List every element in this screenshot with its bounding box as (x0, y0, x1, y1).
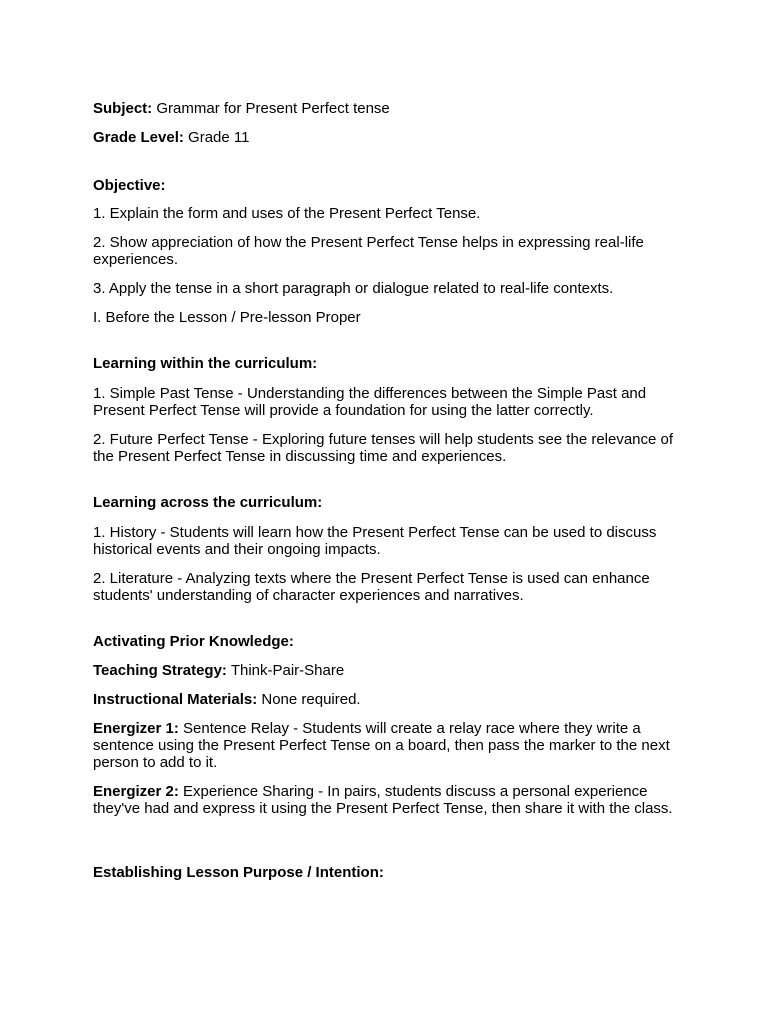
subject-label: Subject: (93, 100, 153, 117)
objective-heading: Objective: (93, 177, 166, 194)
grade-line (93, 129, 683, 146)
objective-item: 1. Explain the form and uses of the Present Perfect Tense. (93, 205, 481, 222)
energizer-1 (93, 720, 683, 771)
subject-value: Grammar for Present Perfect tense (156, 100, 390, 117)
grade-label: Grade Level: (93, 129, 184, 146)
lesson-purpose-heading: Establishing Lesson Purpose / Intention: (93, 864, 384, 881)
across-item: 1. History - Students will learn how the Present Perfect Tense can be used to discuss historical events and their ongoing impacts. (93, 524, 657, 558)
across-heading: Learning across the curriculum: (93, 494, 323, 511)
materials-label: Instructional Materials: (93, 691, 258, 708)
within-heading: Learning within the curriculum: (93, 355, 318, 372)
materials-value: None required. (261, 691, 361, 708)
within-item: 2. Future Perfect Tense - Exploring future tenses will help students see the relevance of the Present Perfect Tense in discussing time and experiences. (93, 431, 674, 465)
energizer-2 (93, 783, 683, 817)
objective-item: 3. Apply the tense in a short paragraph or dialogue related to real-life contexts. (93, 280, 614, 297)
energizer-2-value: Experience Sharing - In pairs, students discuss a personal experience they've had and express it using the Present Perfect Tense, then share it with the class. (93, 783, 673, 817)
energizer-1-value: Sentence Relay - Students will create a relay race where they write a sentence using the Present Perfect Tense on a board, then pass the marker to the next person to add to it. (93, 720, 670, 771)
subject-line (93, 100, 683, 117)
within-item: 1. Simple Past Tense - Understanding the differences between the Simple Past and Present Perfect Tense will provide a foundation for using the latter correctly. (93, 385, 647, 419)
materials-line (93, 691, 683, 708)
energizer-1-label: Energizer 1: (93, 720, 179, 737)
strategy-label: Teaching Strategy: (93, 662, 227, 679)
strategy-value: Think-Pair-Share (230, 662, 345, 679)
objective-item: 2. Show appreciation of how the Present Perfect Tense helps in expressing real-life experiences. (93, 234, 644, 268)
section-heading: I. Before the Lesson / Pre-lesson Proper (93, 309, 361, 326)
prior-knowledge-heading: Activating Prior Knowledge: (93, 633, 294, 650)
across-item: 2. Literature - Analyzing texts where the Present Perfect Tense is used can enhance students' understanding of character experiences and narratives. (93, 570, 650, 604)
grade-value: Grade 11 (188, 129, 250, 146)
strategy-line (93, 662, 683, 679)
energizer-2-label: Energizer 2: (93, 783, 179, 800)
